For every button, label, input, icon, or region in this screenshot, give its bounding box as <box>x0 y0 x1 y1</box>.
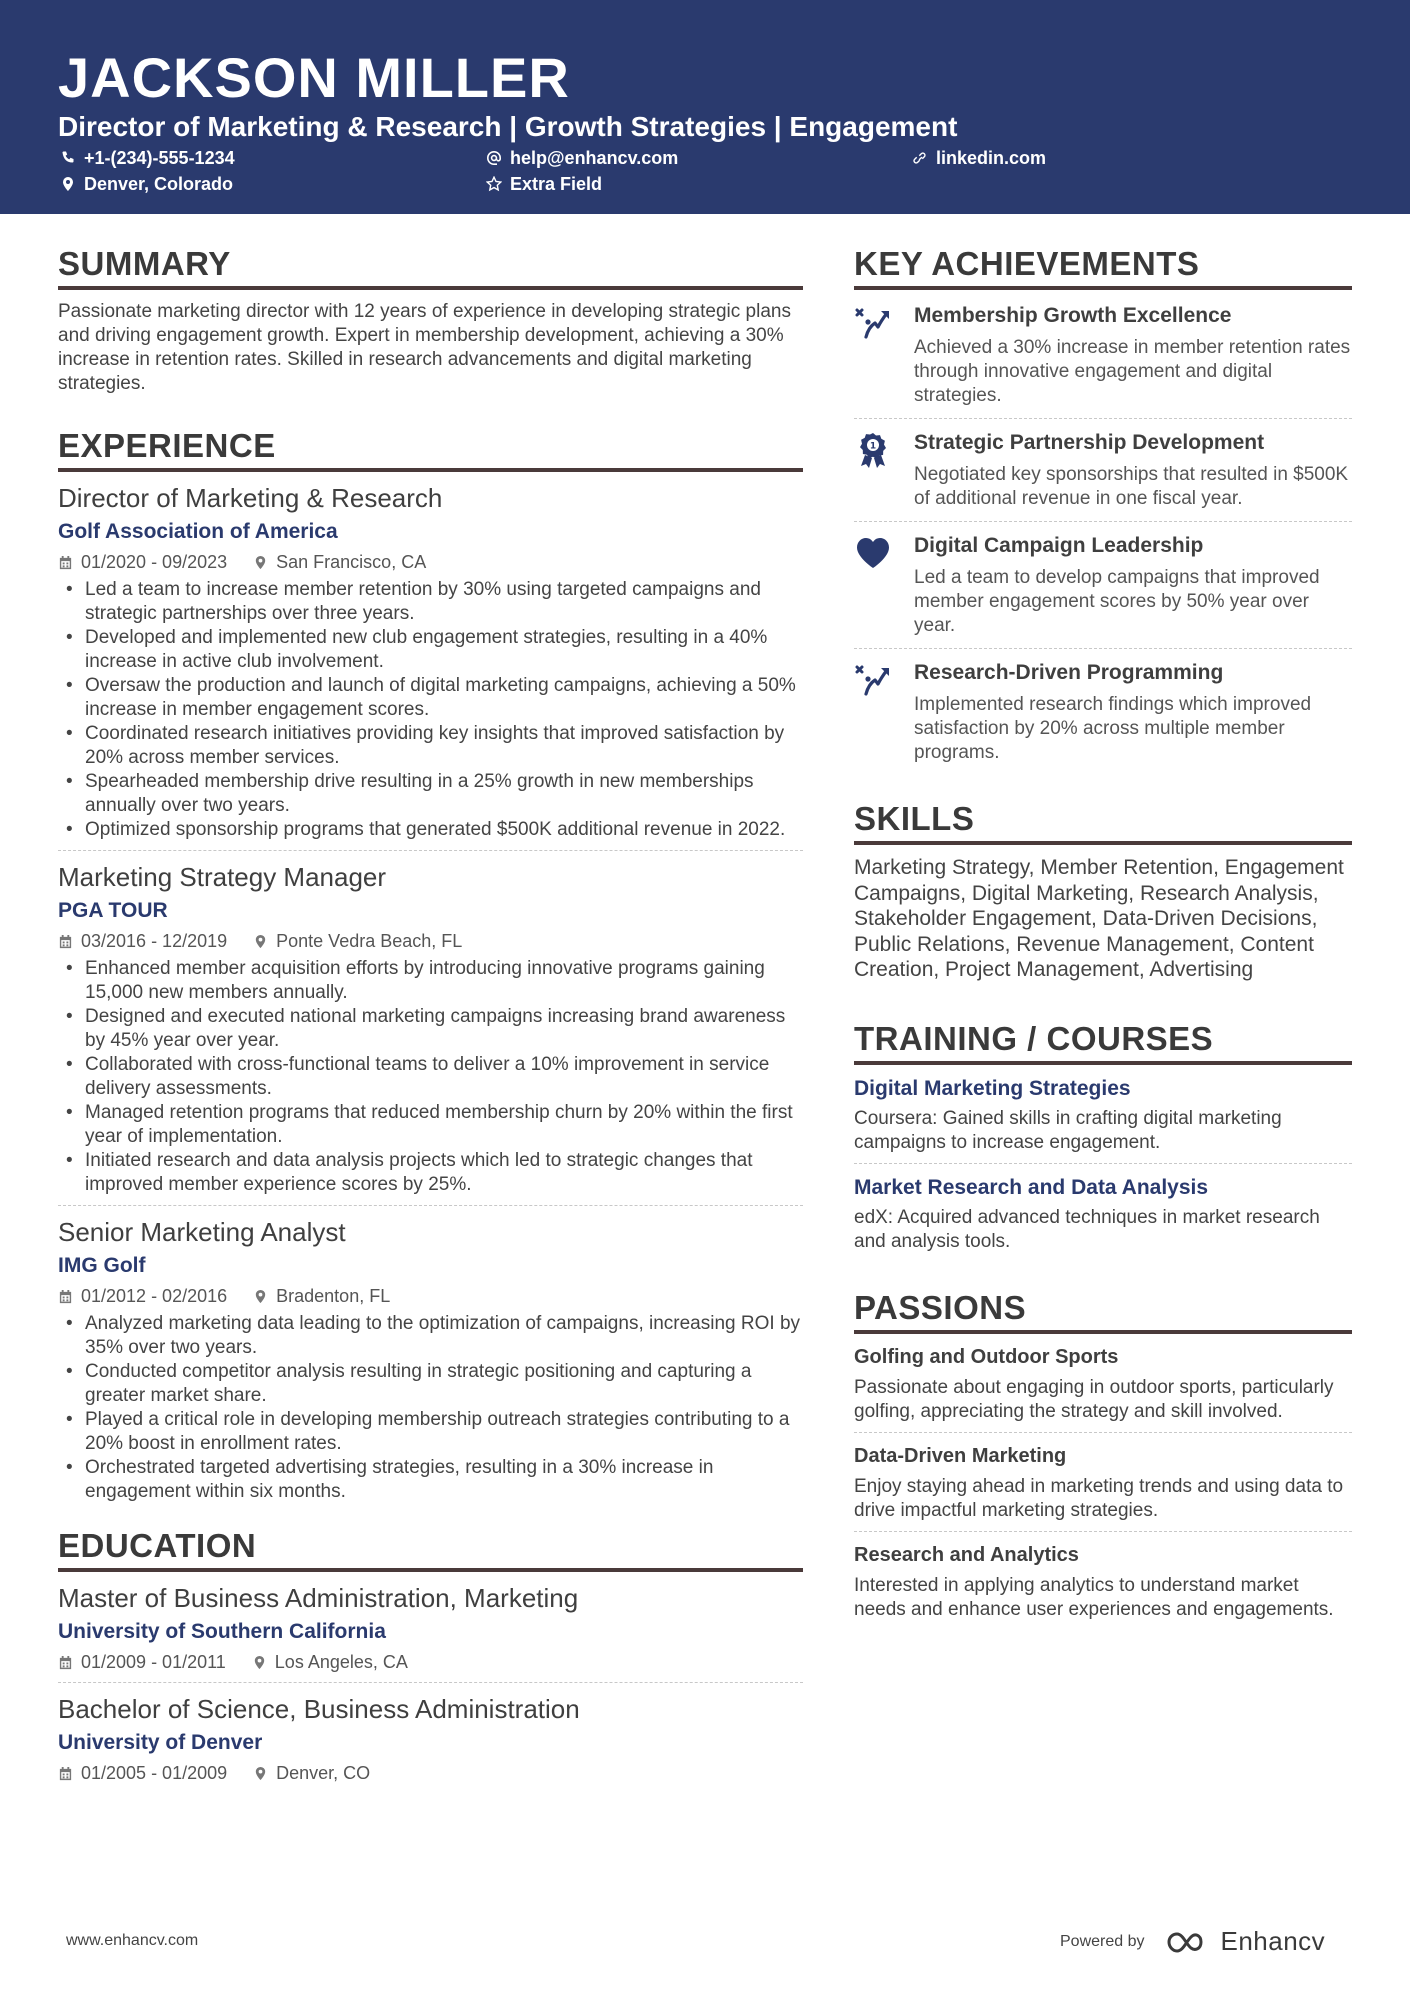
date-range <box>58 1761 227 1785</box>
job-title: Marketing Strategy Manager <box>58 862 387 892</box>
bullet-item: • Conducted competitor analysis resulting in strategic positioning and capturing a greater market share. <box>58 1360 803 1408</box>
date-location-row <box>58 1284 803 1308</box>
passion-description: Enjoy staying ahead in marketing trends and using data to drive impactful marketing strategies. <box>854 1475 1344 1521</box>
location-pin-icon <box>60 176 76 192</box>
bullet-item: • Played a critical role in developing membership outreach strategies contributing to a 20% boost in enrollment rates. <box>58 1408 803 1456</box>
heart-icon <box>854 532 914 638</box>
brand-logo[interactable] <box>1165 1926 1326 1957</box>
date-text: 01/2020 - 09/2023 <box>81 552 228 572</box>
passion-description: Passionate about engaging in outdoor sports, particularly golfing, appreciating the strategy and skill involved. <box>854 1376 1334 1422</box>
achievement-entry <box>854 522 1352 646</box>
job-title: Director of Marketing & Research <box>58 483 443 513</box>
achievements-heading: KEY ACHIEVEMENTS <box>854 244 1352 290</box>
location-pin-icon <box>253 934 268 949</box>
left-column <box>58 244 803 1793</box>
contact-phone[interactable] <box>60 146 235 170</box>
right-column <box>854 244 1352 1622</box>
location-text: Denver, Colorado <box>84 174 234 194</box>
course-entry <box>854 1075 1352 1155</box>
award-ribbon-icon <box>854 429 914 511</box>
location-pin-icon <box>253 1289 268 1304</box>
date-range <box>58 1650 226 1674</box>
date-range <box>58 550 227 574</box>
location-pin-icon <box>253 555 268 570</box>
date-text: 01/2012 - 02/2016 <box>81 1286 228 1306</box>
course-title: Digital Marketing Strategies <box>854 1076 1131 1100</box>
date-text: 01/2005 - 01/2009 <box>81 1763 228 1783</box>
education-heading: EDUCATION <box>58 1526 803 1572</box>
location-text: San Francisco, CA <box>276 552 427 572</box>
contact-location <box>60 172 233 196</box>
bullet-item: • Initiated research and data analysis projects which led to strategic changes that improved member experience scores by 25%. <box>58 1149 803 1197</box>
achievement-description: Implemented research findings which improved satisfaction by 20% across multiple member programs. <box>914 694 1312 763</box>
location-pin-icon <box>252 1655 267 1670</box>
location-pin-icon <box>253 1766 268 1781</box>
bullet-item: • Managed retention programs that reduced membership churn by 20% within the first year of implementation. <box>58 1101 803 1149</box>
entry-divider <box>58 1205 803 1206</box>
achievement-title: Digital Campaign Leadership <box>914 534 1204 557</box>
course-description: edX: Acquired advanced techniques in market research and analysis tools. <box>854 1206 1320 1252</box>
phone-icon <box>60 150 76 166</box>
location <box>253 1761 370 1785</box>
degree-title: Master of Business Administration, Marketing <box>58 1583 579 1613</box>
achievement-body <box>914 532 1352 638</box>
location <box>253 929 462 953</box>
company-name: IMG Golf <box>58 1254 146 1277</box>
achievement-bullets <box>58 957 803 1197</box>
phone-text: +1-(234)-555-1234 <box>84 148 235 168</box>
candidate-tagline: Director of Marketing & Research | Growth Strategies | Engagement <box>58 111 958 142</box>
entry-divider <box>854 1531 1352 1532</box>
footer-website[interactable]: www.enhancv.com <box>66 1932 199 1949</box>
training-heading: TRAINING / COURSES <box>854 1019 1352 1065</box>
date-text: 03/2016 - 12/2019 <box>81 931 228 951</box>
svg-text:1: 1 <box>869 441 877 452</box>
location-text: Bradenton, FL <box>276 1286 391 1306</box>
date-range <box>58 929 227 953</box>
experience-list <box>58 482 803 1504</box>
entry-divider <box>58 850 803 851</box>
passion-description: Interested in applying analytics to understand market needs and enhance user experiences and engagements. <box>854 1574 1334 1620</box>
date-location-row <box>58 1650 803 1674</box>
calendar-icon <box>58 1766 73 1781</box>
bullet-item: • Led a team to increase member retention by 30% using targeted campaigns and strategic partnerships over three years. <box>58 578 803 626</box>
school-name: University of Denver <box>58 1731 263 1754</box>
star-icon <box>486 176 502 192</box>
calendar-icon <box>58 934 73 949</box>
education-list <box>58 1582 803 1785</box>
passion-entry <box>854 1443 1352 1523</box>
training-list <box>854 1075 1352 1254</box>
passion-entry <box>854 1542 1352 1622</box>
location <box>253 550 426 574</box>
passion-entry <box>854 1344 1352 1424</box>
link-icon <box>912 150 928 166</box>
achievement-title: Research-Driven Programming <box>914 661 1224 684</box>
contact-email[interactable] <box>486 146 678 170</box>
summary-heading: SUMMARY <box>58 244 803 290</box>
passion-title: Data-Driven Marketing <box>854 1444 1067 1467</box>
bullet-item: • Optimized sponsorship programs that generated $500K additional revenue in 2022. <box>58 818 803 842</box>
linkedin-text: linkedin.com <box>936 148 1047 168</box>
bullet-item: • Coordinated research initiatives providing key insights that improved satisfaction by 20% across member services. <box>58 722 803 770</box>
achievement-bullets <box>58 578 803 842</box>
course-entry <box>854 1174 1352 1254</box>
calendar-icon <box>58 1655 73 1670</box>
location-text: Ponte Vedra Beach, FL <box>276 931 463 951</box>
achievement-entry <box>854 292 1352 416</box>
footer-branding <box>1060 1926 1325 1957</box>
achievement-description: Negotiated key sponsorships that resulted in $500K of additional revenue in one fiscal year. <box>914 464 1349 509</box>
growth-arrow-icon <box>854 302 914 408</box>
date-range <box>58 1284 227 1308</box>
achievement-body <box>914 302 1352 408</box>
achievements-list <box>854 292 1352 773</box>
bullet-item: • Analyzed marketing data leading to the optimization of campaigns, increasing ROI by 35% over two years. <box>58 1312 803 1360</box>
achievement-title: Strategic Partnership Development <box>914 431 1265 454</box>
calendar-icon <box>58 1289 73 1304</box>
bullet-item: • Enhanced member acquisition efforts by introducing innovative programs gaining 15,000 new members annually. <box>58 957 803 1005</box>
resume-header <box>0 0 1410 214</box>
achievement-body <box>914 659 1352 765</box>
experience-heading: EXPERIENCE <box>58 426 803 472</box>
achievement-entry <box>854 419 1352 519</box>
education-entry <box>58 1693 803 1785</box>
bullet-item: • Collaborated with cross-functional teams to deliver a 10% improvement in service delivery assessments. <box>58 1053 803 1101</box>
experience-entry <box>58 861 803 1197</box>
date-location-row <box>58 929 803 953</box>
location <box>252 1650 408 1674</box>
course-title: Market Research and Data Analysis <box>854 1175 1209 1199</box>
calendar-icon <box>58 555 73 570</box>
location-text: Los Angeles, CA <box>274 1652 408 1672</box>
bullet-item: • Designed and executed national marketing campaigns increasing brand awareness by 45% year over year. <box>58 1005 803 1053</box>
entry-divider <box>854 1163 1352 1164</box>
achievement-bullets <box>58 1312 803 1504</box>
achievement-body <box>914 429 1352 511</box>
entry-divider <box>854 1432 1352 1433</box>
email-text: help@enhancv.com <box>510 148 679 168</box>
extra-text: Extra Field <box>510 174 603 194</box>
date-text: 01/2009 - 01/2011 <box>81 1652 226 1672</box>
bullet-item: • Spearheaded membership drive resulting in a 25% growth in new memberships annually over two years. <box>58 770 803 818</box>
achievement-title: Membership Growth Excellence <box>914 304 1232 327</box>
achievement-description: Led a team to develop campaigns that improved member engagement scores by 50% year over year. <box>914 567 1320 636</box>
date-location-row <box>58 1761 803 1785</box>
entry-divider <box>58 1682 803 1683</box>
course-description: Coursera: Gained skills in crafting digital marketing campaigns to increase engagement. <box>854 1107 1282 1153</box>
bullet-item: • Developed and implemented new club engagement strategies, resulting in a 40% increase in active club involvement. <box>58 626 803 674</box>
passion-title: Research and Analytics <box>854 1543 1079 1566</box>
achievement-entry <box>854 649 1352 773</box>
powered-by-label: Powered by <box>1060 1932 1145 1950</box>
company-name: PGA TOUR <box>58 899 168 922</box>
achievement-description: Achieved a 30% increase in member retention rates through innovative engagement and digital strategies. <box>914 337 1351 406</box>
bullet-item: • Orchestrated targeted advertising strategies, resulting in a 30% increase in engagement within six months. <box>58 1456 803 1504</box>
job-title: Senior Marketing Analyst <box>58 1217 346 1247</box>
degree-title: Bachelor of Science, Business Administration <box>58 1694 580 1724</box>
school-name: University of Southern California <box>58 1620 386 1643</box>
location <box>253 1284 390 1308</box>
passions-heading: PASSIONS <box>854 1288 1352 1334</box>
at-icon <box>486 150 502 166</box>
summary-text: Passionate marketing director with 12 years of experience in developing strategic plans and driving engagement growth. Expert in membership development, achieving a 30% increase in retention rates. Skilled in research advancements and digital marketing strategies. <box>58 301 791 394</box>
enhancv-logo-icon <box>1165 1928 1215 1956</box>
date-location-row <box>58 550 803 574</box>
brand-name: Enhancv <box>1220 1926 1326 1956</box>
education-entry <box>58 1582 803 1674</box>
contact-linkedin[interactable] <box>912 146 1046 170</box>
growth-arrow-icon <box>854 659 914 765</box>
passions-list <box>854 1344 1352 1622</box>
company-name: Golf Association of America <box>58 520 338 543</box>
contact-extra <box>486 172 602 196</box>
skills-heading: SKILLS <box>854 799 1352 845</box>
experience-entry <box>58 482 803 842</box>
passion-title: Golfing and Outdoor Sports <box>854 1345 1119 1368</box>
experience-entry <box>58 1216 803 1504</box>
candidate-name: JACKSON MILLER <box>58 46 570 109</box>
bullet-item: • Oversaw the production and launch of digital marketing campaigns, achieving a 50% increase in member engagement scores. <box>58 674 803 722</box>
location-text: Denver, CO <box>276 1763 371 1783</box>
skills-text: Marketing Strategy, Member Retention, Engagement Campaigns, Digital Marketing, Research Analysis, Stakeholder Engagement, Data-Driven Decisions, Public Relations, Revenue Management, Content Creation, Project Management, Advertising <box>854 856 1344 981</box>
